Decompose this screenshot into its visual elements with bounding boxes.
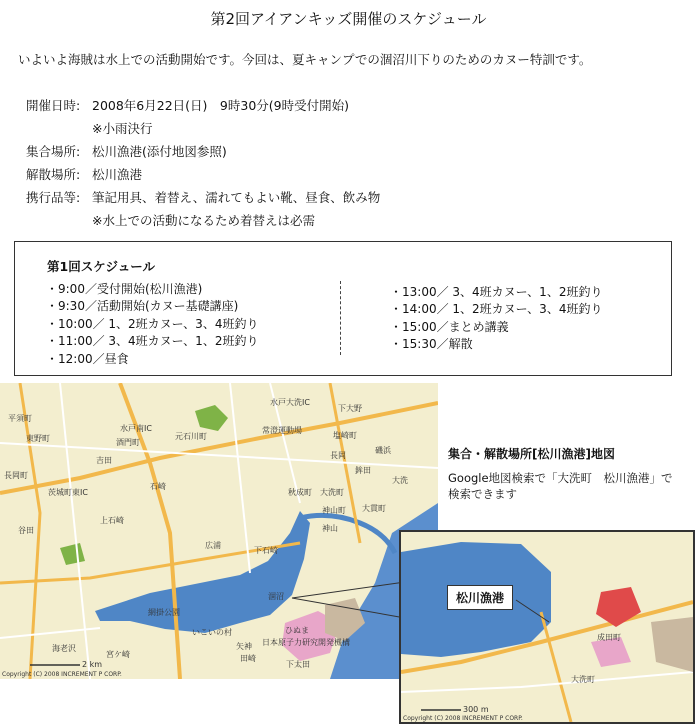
info-items-row [26, 188, 380, 206]
info-dismiss-row [26, 165, 142, 183]
info-dismiss-label: 解散場所: [26, 167, 81, 182]
map-label: 磯浜 [375, 446, 391, 455]
info-meet-value: 松川漁港(添付地図参照) [92, 144, 227, 159]
map-label: 下大野 [338, 404, 362, 413]
map-label: ひぬま [285, 626, 309, 635]
info-date-label: 開催日時: [26, 98, 81, 113]
page-title: 第2回アイアンキッズ開催のスケジュール [210, 10, 487, 28]
info-dismiss-value: 松川漁港 [92, 167, 143, 182]
map-label: 酒門町 [116, 438, 140, 447]
intro-text: いよいよ海賊は水上での活動開始です。今回は、夏キャンプでの涸沼川下りのためのカヌー特訓です。 [18, 52, 592, 67]
info-items-note: ※水上での活動になるため着替えは必需 [92, 213, 315, 228]
schedule-item: ・11:00／ 3、4班カヌー、1、2班釣り [46, 334, 259, 348]
inset-label: 成田町 [597, 633, 621, 642]
area-map-graphic [0, 383, 438, 679]
map-label: 大洗 [392, 476, 408, 485]
map-label: 鉾田 [355, 466, 371, 475]
inset-map-graphic [401, 532, 693, 722]
inset-scale: 300 m [463, 705, 489, 714]
area-map [0, 383, 438, 679]
inset-callout-label: 松川漁港 [447, 585, 513, 610]
map-label: 涸沼 [268, 592, 284, 601]
inset-map [399, 530, 695, 724]
map-label: 広浦 [205, 541, 221, 550]
map-label: 海老沢 [52, 644, 76, 653]
map-label: 常澄運動場 [262, 426, 302, 435]
map-label: 上石崎 [100, 516, 124, 525]
map-label: 元石川町 [175, 432, 207, 441]
inset-copyright: Copyright (C) 2008 INCREMENT P CORP. [403, 715, 523, 722]
map-label: 日本原子力研究開発機構 [262, 638, 350, 647]
map-label: 下太田 [286, 660, 310, 669]
info-items-value: 筆記用具、着替え、濡れてもよい靴、昼食、飲み物 [92, 190, 381, 205]
map-label: 網掛公園 [148, 608, 180, 617]
map-label: 石崎 [150, 482, 166, 491]
map-label: 長岡 [330, 451, 346, 460]
schedule-item: ・15:00／まとめ講義 [390, 320, 509, 334]
schedule-item: ・9:30／活動開始(カヌー基礎講座) [46, 299, 239, 313]
schedule-item: ・12:00／昼食 [46, 352, 129, 366]
inset-label: 大洗町 [571, 675, 595, 684]
schedule-item: ・14:00／ 1、2班カヌー、3、4班釣り [390, 302, 603, 316]
map-label: 平須町 [8, 414, 32, 423]
map-label: 東野町 [26, 434, 50, 443]
map-label: 大洗町 [320, 488, 344, 497]
map-copyright: Copyright (C) 2008 INCREMENT P CORP. [2, 671, 122, 678]
schedule-item: ・15:30／解散 [390, 337, 473, 351]
info-date-value: 2008年6月22日(日) 9時30分(9時受付開始) [92, 98, 349, 113]
schedule-item: ・9:00／受付開始(松川漁港) [46, 282, 203, 296]
map-label: 宮ケ崎 [106, 650, 130, 659]
info-date-note: ※小雨決行 [92, 121, 153, 136]
info-meet-label: 集合場所: [26, 144, 81, 159]
map-label: いこいの村 [192, 628, 232, 637]
map-label: 茨城町東IC [48, 488, 88, 497]
map-caption-text: Google地図検索で「大洗町 松川漁港」で [448, 471, 673, 485]
map-label: 秋成町 [288, 488, 312, 497]
map-label: 神山町 [322, 506, 346, 515]
map-label: 吉田 [96, 456, 112, 465]
callout-line [290, 580, 410, 620]
info-items-label: 携行品等: [26, 190, 81, 205]
map-caption-title: 集合・解散場所[松川漁港]地図 [448, 447, 615, 461]
schedule-item: ・13:00／ 3、4班カヌー、1、2班釣り [390, 285, 603, 299]
map-scale: 2 km [82, 660, 103, 669]
info-date-row [26, 96, 349, 114]
map-label: 田崎 [240, 654, 256, 663]
info-meet-row [26, 142, 227, 160]
map-label: 矢神 [236, 642, 252, 651]
map-label: 長岡町 [4, 471, 28, 480]
map-label: 大貫町 [362, 504, 386, 513]
map-label: 神山 [322, 524, 338, 533]
map-label: 塩崎町 [333, 431, 357, 440]
map-label: 水戸南IC [120, 424, 152, 433]
schedule-title: 第1回スケジュール [47, 259, 155, 274]
map-caption-text: 検索できます [448, 487, 517, 501]
map-label: 水戸大洗IC [270, 398, 310, 407]
schedule-divider [340, 281, 341, 355]
map-label: 谷田 [18, 526, 34, 535]
map-label: 下石崎 [254, 546, 278, 555]
schedule-item: ・10:00／ 1、2班カヌー、3、4班釣り [46, 317, 259, 331]
